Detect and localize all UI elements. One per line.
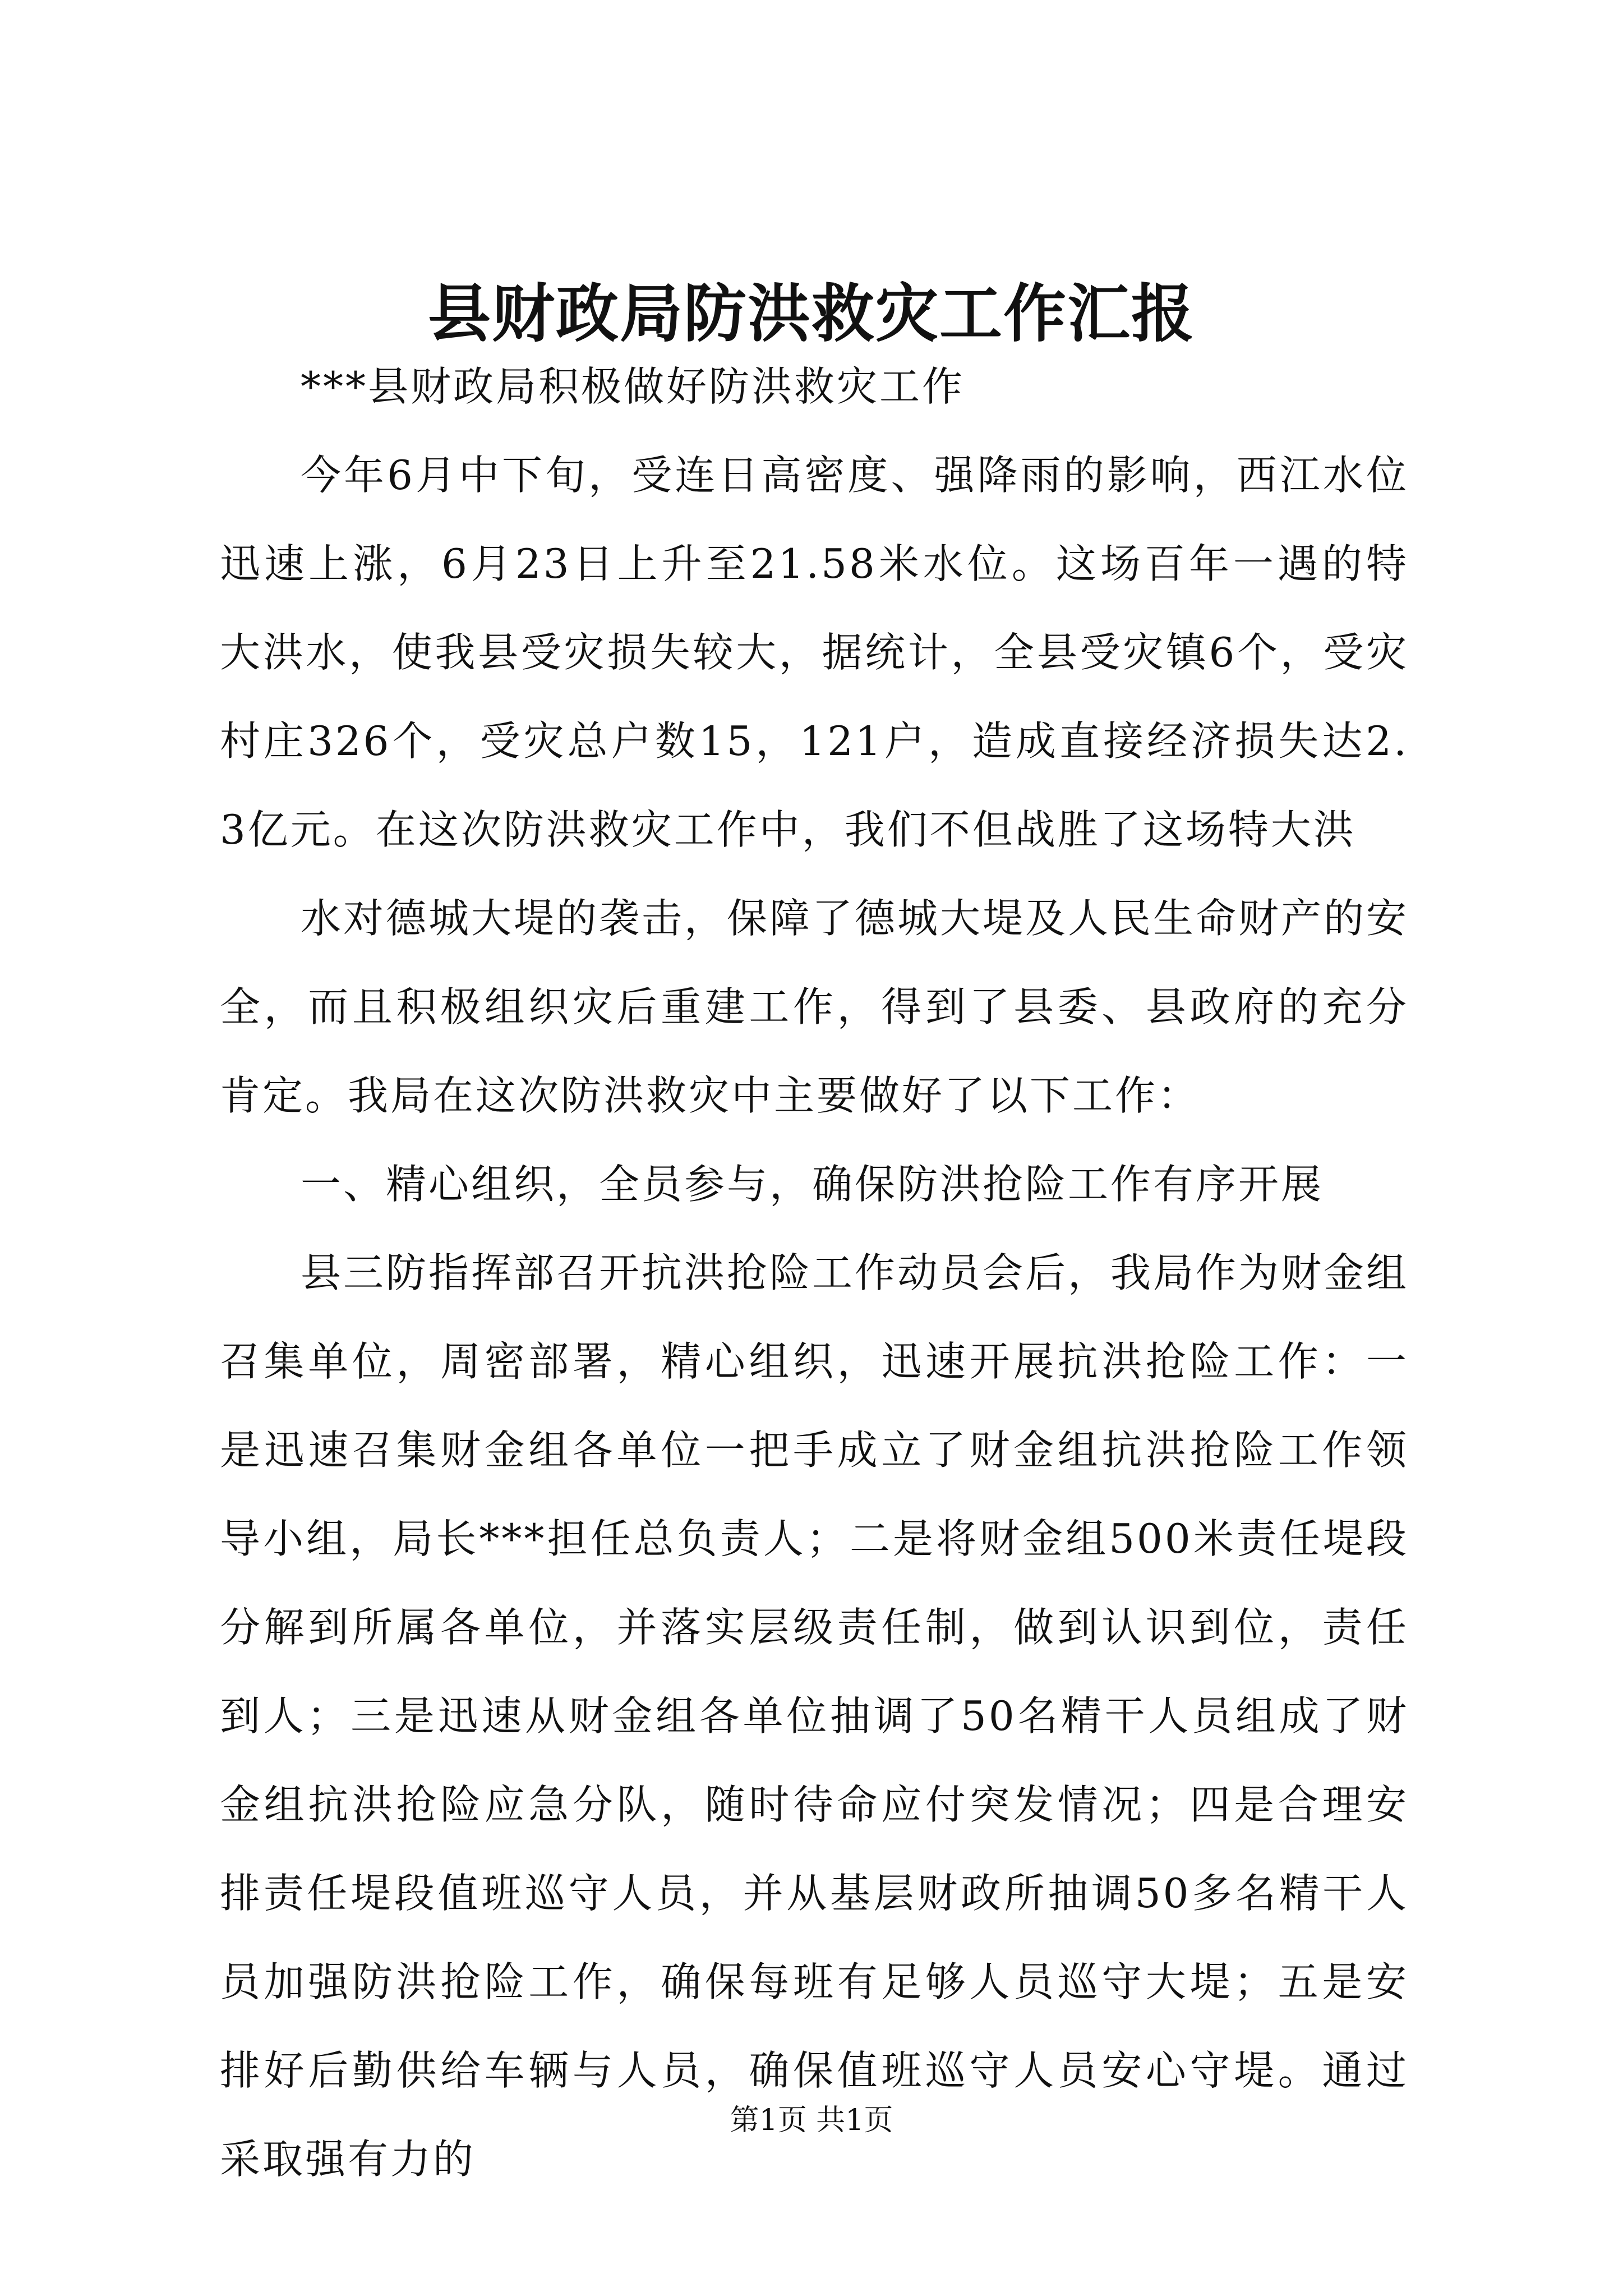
page-number-footer: 第1页 共1页 bbox=[730, 2104, 893, 2137]
document-body bbox=[220, 342, 1409, 2203]
body-paragraph: 县三防指挥部召开抗洪抢险工作动员会后，我局作为财金组召集单位，周密部署，精心组织，迅速开展抗洪抢险工作：一是迅速召集财金组各单位一把手成立了财金组抗洪抢险工作领导小组，局长***担任总负责人；二是将财金组500米责任堤段分解到所属各单位，并落实层级责任制，做到认识到位，责任到人；三是迅速从财金组各单位抽调了50名精干人员组成了财金组抗洪抢险应急分队，随时待命应付突发情况；四是合理安排责任堤段值班巡守人员，并从基层财政所抽调50多名精干人员加强防洪抢险工作，确保每班有足够人员巡守大堤；五是安排好后勤供给车辆与人员，确保值班巡守人员安心守堤。通过采取强有力的 bbox=[220, 1249, 1409, 2183]
section-heading: 一、精心组织，全员参与，确保防洪抢险工作有序开展 bbox=[301, 1161, 1324, 1208]
subtitle-paragraph: ***县财政局积极做好防洪救灾工作 bbox=[301, 363, 965, 410]
document-title: 县财政局防洪救灾工作汇报 bbox=[428, 277, 1195, 351]
body-paragraph: 水对德城大堤的袭击，保障了德城大堤及人民生命财产的安全，而且积极组织灾后重建工作，得到了县委、县政府的充分肯定。我局在这次防洪救灾中主要做好了以下工作： bbox=[220, 895, 1409, 1119]
body-paragraph: 今年6月中下旬，受连日高密度、强降雨的影响，西江水位迅速上涨，6月23日上升至21.58米水位。这场百年一遇的特大洪水，使我县受灾损失较大，据统计，全县受灾镇6个，受灾村庄326个，受灾总户数15，121户，造成直接经济损失达2.3亿元。在这次防洪救灾工作中，我们不但战胜了这场特大洪 bbox=[220, 452, 1409, 853]
